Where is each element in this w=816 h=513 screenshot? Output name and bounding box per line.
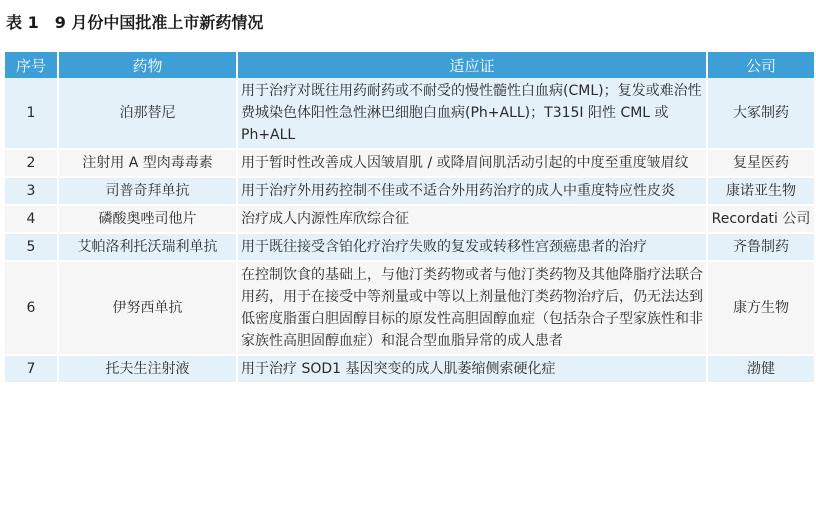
header-company: 公司: [707, 52, 814, 78]
row-company: 康诺亚生物: [707, 177, 814, 205]
table-row: [5, 78, 814, 149]
row-company: 复星医药: [707, 149, 814, 177]
table-row: [5, 205, 814, 233]
row-drug: 磷酸奥唑司他片: [58, 205, 237, 233]
row-number: 7: [5, 355, 58, 383]
row-indication: 用于治疗外用药控制不佳或不适合外用药治疗的成人中重度特应性皮炎: [237, 177, 707, 205]
row-number: 1: [5, 78, 58, 149]
row-indication: 治疗成人内源性库欣综合征: [237, 205, 707, 233]
row-drug: 艾帕洛利托沃瑞利单抗: [58, 233, 237, 261]
row-number: 6: [5, 261, 58, 355]
row-drug: 司普奇拜单抗: [58, 177, 237, 205]
row-company: Recordati 公司: [707, 205, 814, 233]
row-number: 2: [5, 149, 58, 177]
row-indication: 用于暂时性改善成人因皱眉肌 / 或降眉间肌活动引起的中度至重度皱眉纹: [237, 149, 707, 177]
row-company: 大冢制药: [707, 78, 814, 149]
row-drug: 注射用 A 型肉毒毒素: [58, 149, 237, 177]
header-drug: 药物: [58, 52, 237, 78]
row-indication: 用于既往接受含铂化疗治疗失败的复发或转移性宫颈癌患者的治疗: [237, 233, 707, 261]
row-company: 齐鲁制药: [707, 233, 814, 261]
table-row: [5, 355, 814, 383]
row-indication: 用于治疗 SOD1 基因突变的成人肌萎缩侧索硬化症: [237, 355, 707, 383]
row-number: 3: [5, 177, 58, 205]
row-indication: 用于治疗对既往用药耐药或不耐受的慢性髓性白血病(CML)；复发或难治性费城染色体阳性急性淋巴细胞白血病(Ph+ALL)；T315I 阳性 CML 或 Ph+ALL: [237, 78, 707, 149]
row-drug: 伊努西单抗: [58, 261, 237, 355]
drug-approval-table: [5, 52, 814, 384]
table-row: [5, 233, 814, 261]
row-drug: 托夫生注射液: [58, 355, 237, 383]
row-company: 渤健: [707, 355, 814, 383]
row-indication: 在控制饮食的基础上，与他汀类药物或者与他汀类药物及其他降脂疗法联合用药，用于在接受中等剂量或中等以上剂量他汀类药物治疗后，仍无法达到低密度脂蛋白胆固醇目标的原发性高胆固醇血症（包括杂合子型家族性和非家族性高胆固醇血症）和混合型血脂异常的成人患者: [237, 261, 707, 355]
table-row: [5, 149, 814, 177]
table-row: [5, 261, 814, 355]
header-number: 序号: [5, 52, 58, 78]
table-caption: [6, 10, 263, 33]
table-row: [5, 177, 814, 205]
table-number: 表 1: [6, 13, 39, 32]
row-drug: 泊那替尼: [58, 78, 237, 149]
row-number: 5: [5, 233, 58, 261]
table-title: 9 月份中国批准上市新药情况: [54, 13, 264, 32]
header-indication: 适应证: [237, 52, 707, 78]
table-header-row: [5, 52, 814, 78]
row-number: 4: [5, 205, 58, 233]
row-company: 康方生物: [707, 261, 814, 355]
